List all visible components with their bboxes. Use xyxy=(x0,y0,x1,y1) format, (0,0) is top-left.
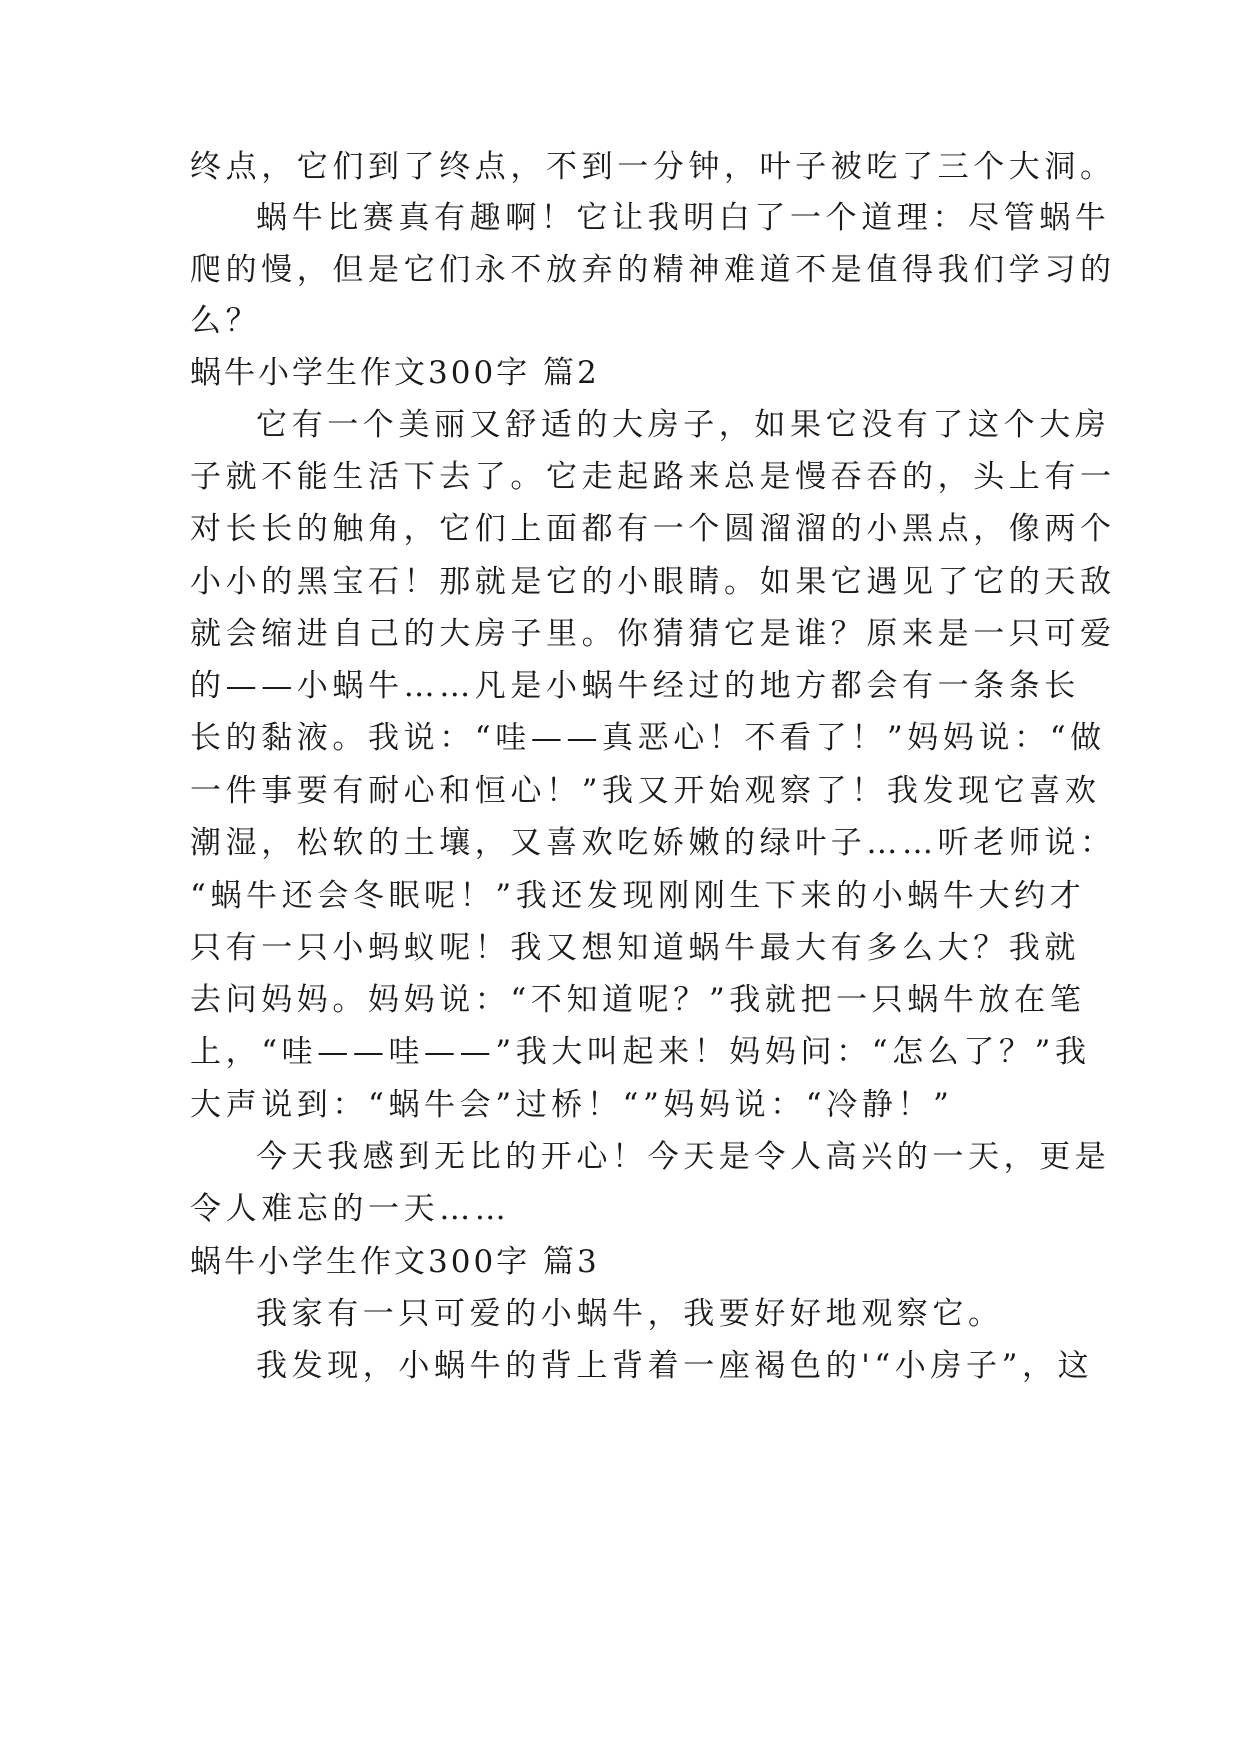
paragraph-line: 蜗牛比赛真有趣啊！它让我明白了一个道理：尽管蜗牛 xyxy=(256,200,1111,236)
paragraph-line: 今天我感到无比的开心！今天是令人高兴的一天，更是 xyxy=(256,1139,1111,1175)
paragraph-line: 终点，它们到了终点，不到一分钟，叶子被吃了三个大洞。 xyxy=(190,149,1116,185)
paragraph-line: 它有一个美丽又舒适的大房子，如果它没有了这个大房 xyxy=(256,407,1111,443)
paragraph-line: 去问妈妈。妈妈说：“不知道呢？”我就把一只蜗牛放在笔 xyxy=(190,982,1086,1018)
paragraph-line: 我发现，小蜗牛的背上背着一座褐色的'“小房子”，这 xyxy=(256,1348,1094,1384)
paragraph-line: 长的黏液。我说：“哇——真恶心！不看了！”妈妈说：“做 xyxy=(190,720,1106,756)
paragraph-line: 只有一只小蚂蚁呢！我又想知道蜗牛最大有多么大？我就 xyxy=(190,930,1080,966)
paragraph-line: 上，“哇——哇——”我大叫起来！妈妈问：“怎么了？”我 xyxy=(190,1034,1091,1070)
paragraph-line: 令人难忘的一天…… xyxy=(190,1191,511,1227)
paragraph-line: 对长长的触角，它们上面都有一个圆溜溜的小黑点，像两个 xyxy=(190,511,1116,547)
paragraph-line: “蜗牛还会冬眠呢！”我还发现刚刚生下来的小蜗牛大约才 xyxy=(190,878,1086,914)
paragraph-line: 爬的慢，但是它们永不放弃的精神难道不是值得我们学习的 xyxy=(190,252,1116,288)
paragraph-line: 大声说到：“蜗牛会”过桥！“”妈妈说：“冷静！” xyxy=(190,1087,954,1123)
paragraph-line: 的——小蜗牛……凡是小蜗牛经过的地方都会有一条条长 xyxy=(190,668,1080,704)
section-heading: 蜗牛小学生作文300字 篇3 xyxy=(190,1244,600,1280)
paragraph-line: 子就不能生活下去了。它走起路来总是慢吞吞的，头上有一 xyxy=(190,459,1116,495)
paragraph-line: 一件事要有耐心和恒心！”我又开始观察了！我发现它喜欢 xyxy=(190,773,1101,809)
paragraph-line: 就会缩进自己的大房子里。你猜猜它是谁？原来是一只可爱 xyxy=(190,616,1116,652)
paragraph-line: 我家有一只可爱的小蜗牛，我要好好地观察它。 xyxy=(256,1296,1004,1332)
paragraph-line: 潮湿，松软的土壤，又喜欢吃娇嫩的绿叶子……听老师说： xyxy=(190,825,1116,861)
section-heading: 蜗牛小学生作文300字 篇2 xyxy=(190,355,600,391)
paragraph-line: 么？ xyxy=(190,303,262,339)
paragraph-line: 小小的黑宝石！那就是它的小眼睛。如果它遇见了它的天敌 xyxy=(190,564,1116,600)
